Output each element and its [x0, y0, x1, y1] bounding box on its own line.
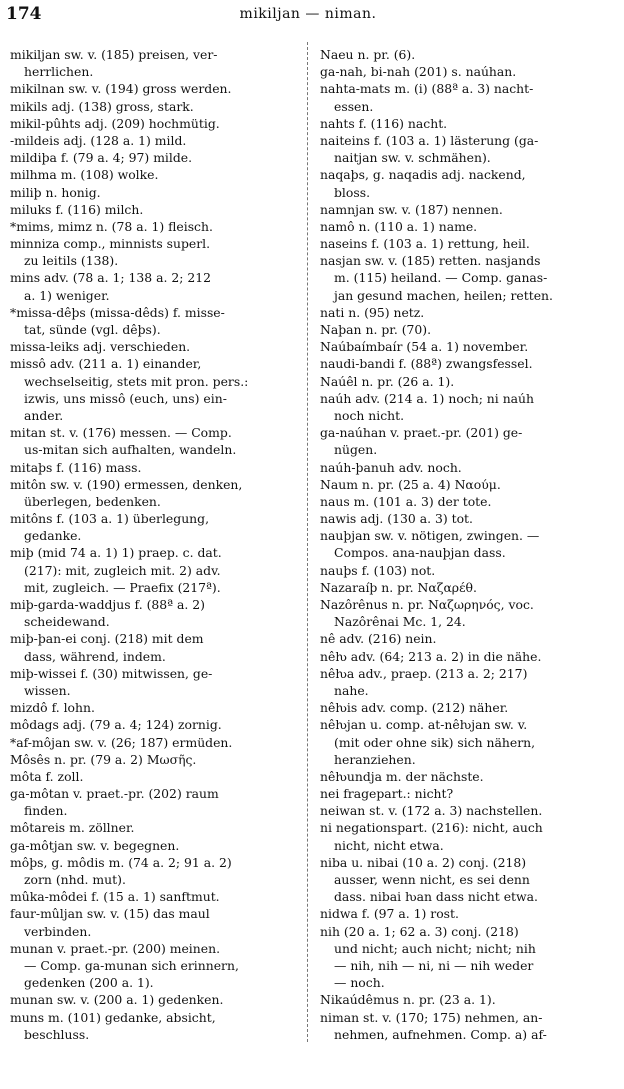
dictionary-line: scheidewand.	[24, 614, 110, 630]
dictionary-line: gedenken (200 a. 1).	[24, 975, 154, 991]
dictionary-line: Nazôrênai Mc. 1, 24.	[334, 614, 466, 630]
dictionary-line: missô adv. (211 a. 1) einander,	[10, 356, 202, 372]
dictionary-line: wechselseitig, stets mit pron. pers.:	[24, 373, 249, 389]
dictionary-line: (217): mit, zugleich mit. 2) adv.	[24, 562, 221, 578]
dictionary-line: môdags adj. (79 a. 4; 124) zornig.	[10, 717, 222, 733]
dictionary-line: dass. nibai ƕan dass nicht etwa.	[334, 889, 538, 905]
dictionary-line: naseins f. (103 a. 1) rettung, heil.	[320, 236, 530, 252]
dictionary-line: Compos. ana-nauþjan dass.	[334, 545, 506, 561]
dictionary-line: nati n. (95) netz.	[320, 304, 425, 320]
dictionary-line: mikils adj. (138) gross, stark.	[10, 98, 194, 114]
dictionary-line: nêƕis adv. comp. (212) näher.	[320, 700, 509, 716]
dictionary-line: tat, sünde (vgl. dêþs).	[24, 322, 161, 337]
dictionary-line: -mildeis adj. (128 a. 1) mild.	[10, 132, 187, 148]
dictionary-line: nauþs f. (103) not.	[320, 562, 436, 578]
dictionary-line: nahts f. (116) nacht.	[320, 115, 448, 131]
dictionary-line: bloss.	[334, 184, 371, 200]
dictionary-line: ga-môtjan sw. v. begegnen.	[10, 837, 180, 853]
dictionary-line: naúh adv. (214 a. 1) noch; ni naúh	[320, 390, 535, 406]
dictionary-line: nicht, nicht etwa.	[334, 837, 444, 853]
dictionary-line: miþ (mid 74 a. 1) 1) praep. c. dat.	[10, 545, 222, 561]
dictionary-line: nügen.	[334, 442, 378, 458]
dictionary-line: môþs, g. môdis m. (74 a. 2; 91 a. 2)	[10, 854, 232, 870]
dictionary-line: (mit oder ohne sik) sich nähern,	[334, 734, 536, 750]
dictionary-line: *mims, mimz n. (78 a. 1) fleisch.	[10, 218, 213, 234]
dictionary-line: Nazôrênus n. pr. Ναζωρηνός, voc.	[320, 597, 534, 612]
dictionary-line: — nih, nih — ni, ni — nih weder	[334, 957, 534, 973]
dictionary-line: nih (20 a. 1; 62 a. 3) conj. (218)	[320, 923, 519, 939]
dictionary-line: muns m. (101) gedanke, absicht,	[10, 1009, 216, 1025]
dictionary-line: *af-môjan sw. v. (26; 187) ermüden.	[10, 734, 233, 750]
dictionary-line: noch nicht.	[334, 407, 405, 423]
dictionary-line: mûka-môdei f. (15 a. 1) sanftmut.	[10, 889, 220, 905]
column-divider	[307, 42, 308, 1042]
dictionary-line: ga-naúhan v. praet.-pr. (201) ge-	[320, 425, 523, 441]
dictionary-line: heranziehen.	[334, 751, 416, 767]
dictionary-line: nêƕ adv. (64; 213 a. 2) in die nähe.	[320, 648, 542, 664]
dictionary-line: naitjan sw. v. schmähen).	[334, 150, 491, 166]
dictionary-line: nê adv. (216) nein.	[320, 631, 437, 647]
dictionary-line: miþ-þan-ei conj. (218) mit dem	[10, 631, 204, 647]
dictionary-line: môtareis m. zöllner.	[10, 820, 135, 836]
dictionary-line: zu leitils (138).	[24, 253, 119, 269]
dictionary-line: missa-leiks adj. verschieden.	[10, 339, 191, 355]
dictionary-line: Naþan n. pr. (70).	[320, 322, 432, 337]
dictionary-line: *missa-dêþs (missa-dêds) f. misse-	[10, 304, 225, 320]
dictionary-line: nidwa f. (97 a. 1) rost.	[320, 906, 459, 922]
dictionary-line: us-mitan sich aufhalten, wandeln.	[24, 442, 237, 458]
dictionary-line: miþ-garda-waddjus f. (88ª a. 2)	[10, 597, 205, 612]
dictionary-line: gedanke.	[24, 528, 82, 544]
dictionary-line: nahta-mats m. (i) (88ª a. 3) nacht-	[320, 81, 534, 97]
dictionary-line: Naúbaímbaír (54 a. 1) november.	[320, 339, 529, 355]
dictionary-line: mins adv. (78 a. 1; 138 a. 2; 212	[10, 270, 212, 286]
dictionary-line: essen.	[334, 98, 374, 114]
dictionary-line: m. (115) heiland. — Comp. ganas-	[334, 270, 548, 286]
dictionary-line: miluks f. (116) milch.	[10, 201, 144, 217]
dictionary-line: Naeu n. pr. (6).	[320, 47, 416, 62]
dictionary-line: naiteins f. (103 a. 1) lästerung (ga-	[320, 132, 539, 148]
dictionary-line: Naum n. pr. (25 a. 4) Ναούμ.	[320, 476, 501, 492]
dictionary-line: nawis adj. (130 a. 3) tot.	[320, 511, 473, 527]
dictionary-line: mikilnan sw. v. (194) gross werden.	[10, 81, 232, 97]
dictionary-line: mikil-pûhts adj. (209) hochmütig.	[10, 115, 220, 131]
dictionary-line: nasjan sw. v. (185) retten. nasjands	[320, 253, 541, 269]
dictionary-line: naus m. (101 a. 3) der tote.	[320, 493, 492, 509]
dictionary-line: — noch.	[334, 975, 385, 991]
dictionary-line: nêƕundja m. der nächste.	[320, 768, 484, 784]
dictionary-line: mildiþa f. (79 a. 4; 97) milde.	[10, 150, 193, 166]
dictionary-line: mit, zugleich. — Praefix (217ª).	[24, 579, 221, 595]
dictionary-line: naqaþs, g. naqadis adj. nackend,	[320, 167, 526, 183]
dictionary-line: naudi-bandi f. (88ª) zwangsfessel.	[320, 356, 533, 372]
dictionary-line: überlegen, bedenken.	[24, 493, 161, 509]
dictionary-line: munan sw. v. (200 a. 1) gedenken.	[10, 992, 224, 1008]
dictionary-line: milhma m. (108) wolke.	[10, 167, 159, 183]
dictionary-line: mitan st. v. (176) messen. — Comp.	[10, 425, 232, 441]
dictionary-line: Naúêl n. pr. (26 a. 1).	[320, 373, 455, 389]
dictionary-line: finden.	[24, 803, 68, 819]
dictionary-line: nauþjan sw. v. nötigen, zwingen. —	[320, 528, 540, 544]
dictionary-line: ausser, wenn nicht, es sei denn	[334, 872, 530, 887]
dictionary-line: mikiljan sw. v. (185) preisen, ver-	[10, 47, 218, 62]
dictionary-line: izwis, uns missô (euch, uns) ein-	[24, 390, 227, 406]
running-head: mikiljan — niman.	[239, 6, 377, 22]
dictionary-line: namô n. (110 a. 1) name.	[320, 218, 478, 234]
dictionary-line: a. 1) weniger.	[24, 287, 110, 303]
dictionary-line: Nazaraíþ n. pr. Ναζαρέθ.	[320, 579, 477, 595]
dictionary-line: niba u. nibai (10 a. 2) conj. (218)	[320, 854, 527, 870]
dictionary-line: minniza comp., minnists superl.	[10, 236, 211, 252]
dictionary-line: niman st. v. (170; 175) nehmen, an-	[320, 1009, 543, 1025]
dictionary-line: mitôns f. (103 a. 1) überlegung,	[10, 511, 210, 527]
dictionary-line: ga-nah, bi-nah (201) s. naúhan.	[320, 64, 517, 80]
dictionary-line: miliþ n. honig.	[10, 184, 101, 200]
dictionary-line: nêƕa adv., praep. (213 a. 2; 217)	[320, 665, 528, 681]
dictionary-line: mizdô f. lohn.	[10, 700, 95, 716]
dictionary-line: mitôn sw. v. (190) ermessen, denken,	[10, 476, 243, 492]
dictionary-line: ga-môtan v. praet.-pr. (202) raum	[10, 786, 219, 802]
dictionary-line: nêƕjan u. comp. at-nêƕjan sw. v.	[320, 717, 528, 733]
dictionary-line: nehmen, aufnehmen. Comp. a) af-	[334, 1026, 547, 1042]
dictionary-line: namnjan sw. v. (187) nennen.	[320, 201, 503, 217]
dictionary-line: Nikaúdêmus n. pr. (23 a. 1).	[320, 992, 496, 1008]
dictionary-line: faur-mûljan sw. v. (15) das maul	[10, 906, 210, 922]
dictionary-line: zorn (nhd. mut).	[24, 872, 126, 887]
dictionary-line: munan v. praet.-pr. (200) meinen.	[10, 940, 221, 956]
dictionary-line: nei fragepart.: nicht?	[320, 786, 454, 802]
dictionary-line: ni negationspart. (216): nicht, auch	[320, 820, 543, 836]
page-header	[6, 4, 610, 28]
dictionary-line: dass, während, indem.	[24, 648, 166, 664]
dictionary-line: verbinden.	[24, 923, 92, 939]
left-column	[10, 46, 300, 1043]
dictionary-line: herrlichen.	[24, 64, 94, 80]
dictionary-line: jan gesund machen, heilen; retten.	[334, 287, 553, 303]
dictionary-line: neiwan st. v. (172 a. 3) nachstellen.	[320, 803, 543, 819]
dictionary-line: und nicht; auch nicht; nicht; nih	[334, 940, 536, 956]
dictionary-line: mitaþs f. (116) mass.	[10, 459, 142, 475]
dictionary-line: ander.	[24, 407, 64, 423]
dictionary-line: — Comp. ga-munan sich erinnern,	[24, 957, 239, 973]
dictionary-line: miþ-wissei f. (30) mitwissen, ge-	[10, 665, 213, 681]
dictionary-line: Môsês n. pr. (79 a. 2) Μωσῆς.	[10, 751, 197, 767]
dictionary-line: naúh-þanuh adv. noch.	[320, 459, 462, 475]
dictionary-line: môta f. zoll.	[10, 768, 84, 784]
page-number: 174	[6, 4, 42, 24]
dictionary-line: wissen.	[24, 682, 71, 698]
right-column	[320, 46, 612, 1043]
dictionary-line: nahe.	[334, 682, 369, 698]
dictionary-line: beschluss.	[24, 1026, 90, 1042]
